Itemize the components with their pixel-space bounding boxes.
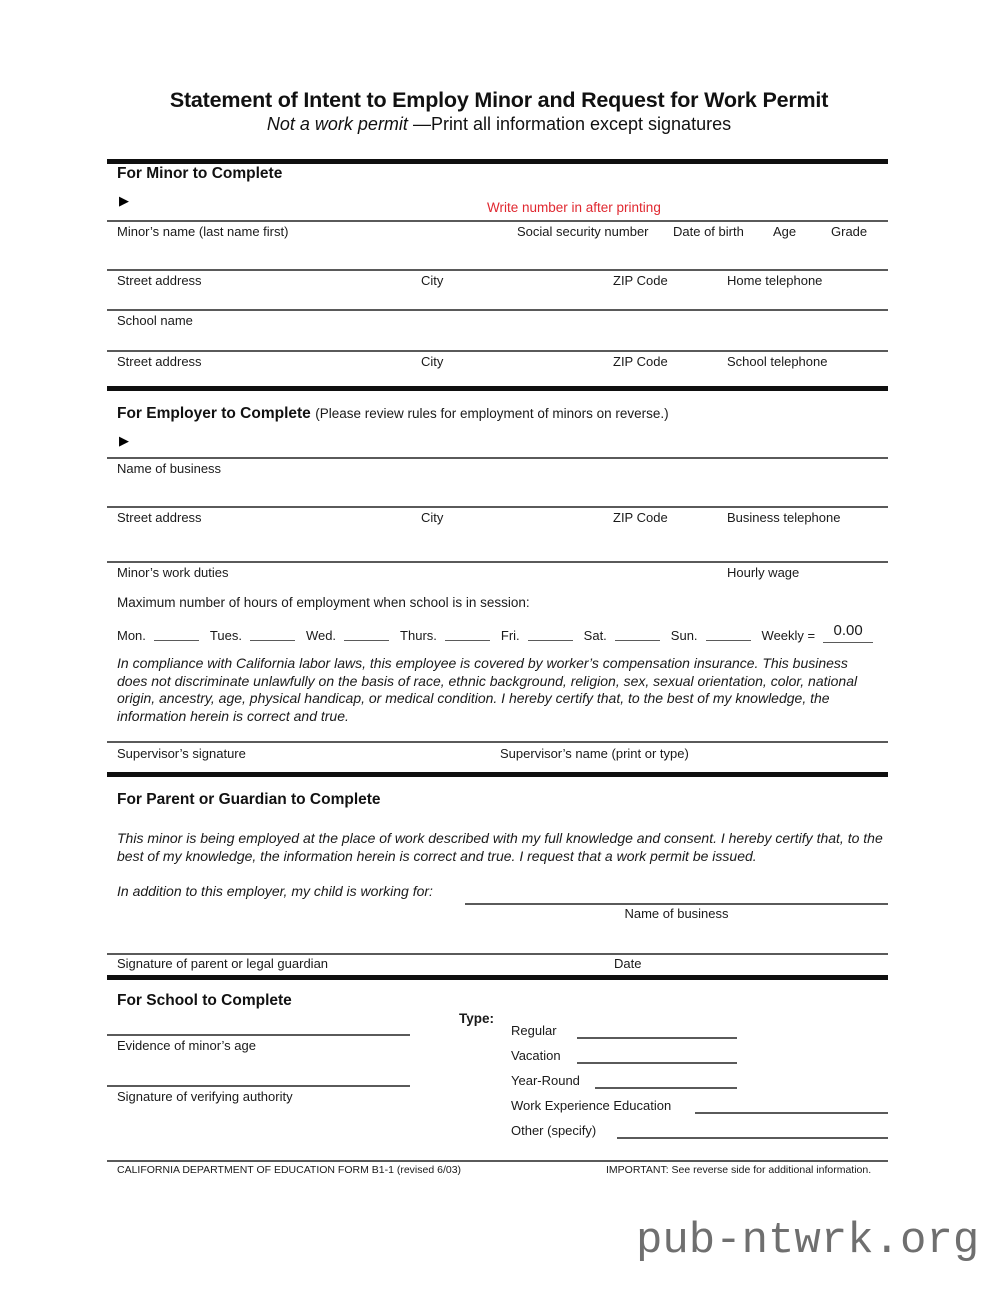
minor-ssn-label: Social security number <box>517 224 649 239</box>
parent-section-heading: For Parent or Guardian to Complete <box>117 791 381 808</box>
pointer-arrow-icon: ▶ <box>119 434 129 449</box>
school-address-field-line[interactable] <box>107 350 888 352</box>
red-instruction-note: Write number in after printing <box>487 200 661 215</box>
minor-zip-label: ZIP Code <box>613 273 668 288</box>
thurs-hours-field[interactable] <box>445 630 490 641</box>
minor-street-label: Street address <box>117 273 202 288</box>
business-street-label: Street address <box>117 510 202 525</box>
employer-section-heading <box>117 405 669 423</box>
supervisor-signature-label: Supervisor’s signature <box>117 746 246 761</box>
work-duties-label: Minor’s work duties <box>117 565 229 580</box>
business-zip-label: ZIP Code <box>613 510 668 525</box>
day-label-fri: Fri. <box>500 628 520 643</box>
type-label: Type: <box>459 1011 495 1026</box>
compliance-statement: In compliance with California labor laws, this employee is covered by worker’s compensation insurance. This business does not discriminate unlawfully on the basis of race, ethnic background, religion, sex, sexual orientation, color, national origin, ancestry, age, physical handicap, or medical condition. I hereby certify that, to the best of my knowledge, the information herein is correct and true. <box>117 655 858 724</box>
weekly-total-field[interactable]: 0.00 <box>823 622 873 643</box>
footer-divider-line <box>107 1160 888 1162</box>
additional-business-label: Name of business <box>624 906 729 921</box>
sat-hours-field[interactable] <box>615 630 660 641</box>
additional-business-field-line[interactable] <box>465 903 888 905</box>
subtitle-rest: —Print all information except signatures <box>412 114 732 134</box>
school-phone-label: School telephone <box>727 354 828 369</box>
max-hours-label: Maximum number of hours of employment when school is in session: <box>117 595 530 610</box>
parent-consent-statement: This minor is being employed at the place of work described with my full knowledge and consent. I hereby certify that, to the best of my knowledge, the information herein is correct and true. I request that a work permit be issued. <box>117 830 883 864</box>
minor-age-label: Age <box>773 224 797 239</box>
minor-home-phone-label: Home telephone <box>727 273 823 288</box>
minor-name-field-line[interactable] <box>107 220 888 222</box>
weekly-hours-row <box>117 622 892 643</box>
type-year-round-field-line[interactable] <box>595 1087 737 1089</box>
day-label-wed: Wed. <box>305 628 337 643</box>
supervisor-name-label: Supervisor’s name (print or type) <box>500 746 689 761</box>
minor-city-label: City <box>421 273 444 288</box>
parent-signature-label: Signature of parent or legal guardian <box>117 956 329 971</box>
type-vacation-field-line[interactable] <box>577 1062 737 1064</box>
date-label: Date <box>614 956 642 971</box>
school-zip-label: ZIP Code <box>613 354 668 369</box>
sun-hours-field[interactable] <box>706 630 751 641</box>
watermark-text: pub-ntwrk.org <box>636 1216 980 1266</box>
day-label-mon: Mon. <box>117 628 146 643</box>
business-name-label: Name of business <box>117 461 222 476</box>
minor-dob-label: Date of birth <box>673 224 744 239</box>
type-regular-field-line[interactable] <box>577 1037 737 1039</box>
footer-form-id: CALIFORNIA DEPARTMENT OF EDUCATION FORM B1-1 (revised 6/03) <box>117 1164 462 1176</box>
school-street-label: Street address <box>117 354 202 369</box>
weekly-total-label: Weekly = <box>761 628 816 643</box>
type-other-field-line[interactable] <box>617 1137 888 1139</box>
school-city-label: City <box>421 354 444 369</box>
day-label-sun: Sun. <box>670 628 698 643</box>
business-city-label: City <box>421 510 444 525</box>
supervisor-signature-field-line[interactable] <box>107 741 888 743</box>
minor-grade-label: Grade <box>831 224 868 239</box>
minor-name-label: Minor’s name (last name first) <box>117 224 289 239</box>
employer-heading-text: For Employer to Complete <box>117 405 311 422</box>
day-label-thurs: Thurs. <box>400 628 437 643</box>
section-divider-bar <box>107 159 888 164</box>
section-divider-bar <box>107 975 888 980</box>
page-subtitle <box>0 114 998 135</box>
subtitle-italic: Not a work permit <box>266 114 413 134</box>
evidence-of-age-label: Evidence of minor’s age <box>117 1038 256 1053</box>
hourly-wage-label: Hourly wage <box>727 565 800 580</box>
day-label-tues: Tues. <box>209 628 242 643</box>
pointer-arrow-icon: ▶ <box>119 194 129 209</box>
wed-hours-field[interactable] <box>344 630 389 641</box>
parent-signature-field-line[interactable] <box>107 953 888 955</box>
business-name-field-line[interactable] <box>107 457 888 459</box>
business-phone-label: Business telephone <box>727 510 841 525</box>
employer-heading-note: (Please review rules for employment of minors on reverse.) <box>315 406 669 421</box>
footer-important-note: IMPORTANT: See reverse side for additional information. <box>606 1164 872 1176</box>
type-work-experience-field-line[interactable] <box>695 1112 888 1114</box>
fri-hours-field[interactable] <box>528 630 573 641</box>
day-label-sat: Sat. <box>583 628 607 643</box>
type-option-work-experience: Work Experience Education <box>511 1098 672 1113</box>
school-name-label: School name <box>117 313 193 328</box>
type-option-year-round: Year-Round <box>511 1073 580 1088</box>
minor-section-heading: For Minor to Complete <box>117 165 283 182</box>
school-section-heading: For School to Complete <box>117 992 292 1009</box>
additional-employer-label: In addition to this employer, my child is working for: <box>117 883 433 899</box>
mon-hours-field[interactable] <box>154 630 199 641</box>
verifying-authority-field-line[interactable] <box>107 1085 410 1087</box>
type-option-regular: Regular <box>511 1023 557 1038</box>
tues-hours-field[interactable] <box>250 630 295 641</box>
school-name-field-line[interactable] <box>107 309 888 311</box>
type-option-vacation: Vacation <box>511 1048 561 1063</box>
page-title: Statement of Intent to Employ Minor and Request for Work Permit <box>169 88 829 112</box>
verifying-authority-label: Signature of verifying authority <box>117 1089 293 1104</box>
section-divider-bar <box>107 772 888 777</box>
type-option-other: Other (specify) <box>511 1123 597 1138</box>
section-divider-bar <box>107 386 888 391</box>
work-duties-field-line[interactable] <box>107 561 888 563</box>
evidence-of-age-field-line[interactable] <box>107 1034 410 1036</box>
minor-address-field-line[interactable] <box>107 269 888 271</box>
business-address-field-line[interactable] <box>107 506 888 508</box>
